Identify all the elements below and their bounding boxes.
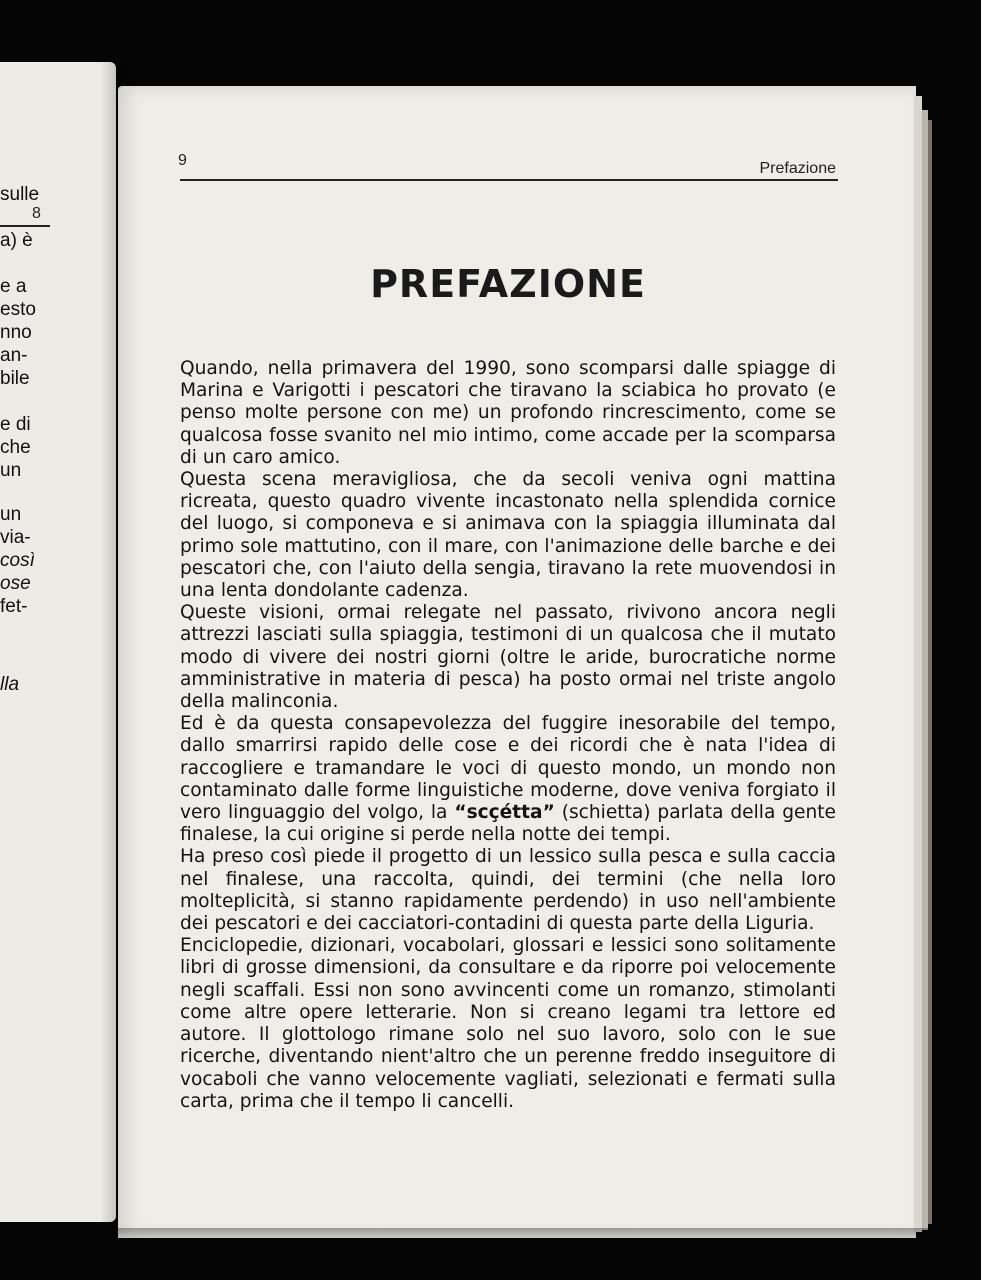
chapter-title: PREFAZIONE bbox=[370, 262, 646, 306]
paragraph: Ha preso così piede il progetto di un lessico sulla pesca e sulla caccia nel finalese, una raccolta, quindi, dei termini (che nella loro molteplicità, si stanno rapidamente perdendo) in uso nell'ambiente dei pescatori e dei cacciatori-contadini di questa parte della Liguria. bbox=[180, 846, 836, 935]
left-fragment: lla bbox=[0, 674, 20, 695]
left-fragment: a) è bbox=[0, 230, 33, 251]
left-fragment: così bbox=[0, 550, 35, 571]
page-shadow bbox=[118, 1228, 933, 1242]
left-fragment: e a bbox=[0, 276, 27, 297]
left-page-number: 8 bbox=[32, 205, 41, 222]
left-fragment: che bbox=[0, 437, 31, 458]
right-page-number: 9 bbox=[178, 152, 187, 169]
left-fragment: sulle bbox=[0, 184, 40, 205]
page-edge bbox=[914, 96, 922, 1232]
left-fragment: bile bbox=[0, 368, 30, 389]
cover-edge bbox=[928, 120, 932, 1224]
left-fragment: e di bbox=[0, 414, 31, 435]
bold-term: “scçétta” bbox=[454, 802, 555, 824]
paragraph: Enciclopedie, dizionari, vocabolari, glossari e lessici sono solitamente libri di grosse dimensioni, da consultare e da riporre poi velocemente negli scaffali. Essi non sono avvincenti come un romanzo, stimolanti come altre opere letterarie. Non si creano legami tra lettore ed autore. Il glottologo rimane solo nel suo lavoro, solo con le sue ricerche, diventando nient'altro che un perenne freddo inseguitore di vocaboli che vanno velocemente vagliati, selezionati e fermati sulla carta, prima che il tempo li cancelli. bbox=[180, 935, 836, 1112]
left-fragment: ose bbox=[0, 573, 31, 594]
running-header: Prefazione bbox=[759, 160, 836, 177]
header-rule bbox=[180, 179, 838, 181]
paragraph: Questa scena meravigliosa, che da secoli veniva ogni mattina ricreata, questo quadro vivente incastonato nella splendida cornice del luogo, si componeva e si animava con la spiaggia illuminata dal primo sole mattutino, con il mare, con l'animazione delle barche e dei pescatori che, con l'aiuto della sengia, tiravano la rete muovendosi in una lenta dondolante cadenza. bbox=[180, 469, 836, 602]
paragraph-text: (schietta) parlata della gente finalese, la cui origine si perde nella notte dei tempi. bbox=[180, 802, 836, 846]
left-fragment: an- bbox=[0, 345, 28, 366]
left-fragment: fet- bbox=[0, 596, 28, 617]
left-fragment: esto bbox=[0, 299, 36, 320]
paragraph: Queste visioni, ormai relegate nel passato, rivivono ancora negli attrezzi lasciati sulla spiaggia, testimoni di un qualcosa che il mutato modo di vivere dei nostri giorni (oltre le aride, burocratiche norme amministrative in materia di pesca) ha posto ormai nel triste angolo della malinconia. bbox=[180, 602, 836, 713]
left-fragment: nno bbox=[0, 322, 32, 343]
left-page bbox=[0, 62, 116, 1222]
paragraph-text: Ed è da questa consapevolezza del fuggire inesorabile del tempo, dallo smarrirsi rapido delle cose e dei ricordi che è nata l'idea di raccogliere e tramandare le voci di questo mondo, un mondo non contaminato dalle forme linguistiche moderne, dove veniva forgiato il vero linguaggio del volgo, la bbox=[180, 713, 836, 824]
left-fragment: un bbox=[0, 504, 22, 525]
left-fragment: via- bbox=[0, 527, 31, 548]
left-fragment: un bbox=[0, 460, 22, 481]
paragraph: Quando, nella primavera del 1990, sono scomparsi dalle spiagge di Marina e Varigotti i pescatori che tiravano la sciabica ho provato (e penso molte persone con me) un profondo rincrescimento, come se qualcosa fosse svanito nel mio intimo, come accade per la scomparsa di un caro amico. bbox=[180, 358, 836, 468]
left-header-rule bbox=[0, 225, 50, 227]
body-text bbox=[180, 358, 836, 1113]
paragraph bbox=[180, 713, 836, 846]
